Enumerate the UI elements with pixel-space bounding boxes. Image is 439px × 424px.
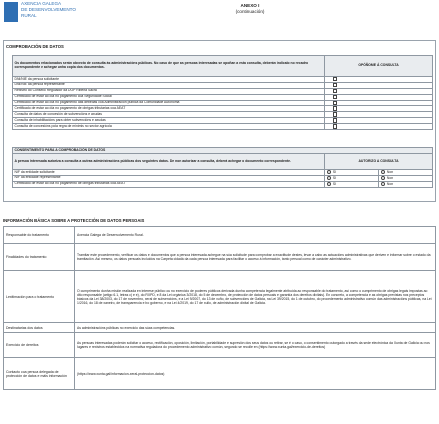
proteccion-value: As administracións públicas no exercicio das súas competencias.	[75, 323, 436, 333]
xunta-logo-icon	[4, 2, 18, 22]
consulta-item: Consulta de inhabilitacións para obter subvencións e axudas	[13, 118, 325, 124]
opposition-checkbox[interactable]	[333, 77, 337, 81]
consent-no-option[interactable]	[379, 181, 433, 187]
opposition-checkbox[interactable]	[333, 124, 337, 128]
consulta-item: Certificado de estar ao día no pagamento coa Seguridade Social	[13, 94, 325, 100]
opposition-checkbox[interactable]	[333, 95, 337, 99]
no-radio[interactable]	[381, 176, 385, 180]
opposition-checkbox[interactable]	[333, 101, 337, 105]
annex-heading	[220, 3, 280, 15]
proteccion-key: Exercicio de dereitos	[4, 333, 75, 358]
logo-line-2: DE DESENVOLVEMENTO	[21, 7, 76, 12]
proteccion-key: Finalidades do tratamento	[4, 244, 75, 271]
annex-subtitle: (continuación)	[235, 9, 265, 14]
proteccion-table	[3, 226, 436, 390]
consent-item: NIF da entidade representante	[13, 175, 325, 181]
opposition-checkbox[interactable]	[333, 118, 337, 122]
consentimento-title: CONSENTIMENTO PARA A COMPROBACIÓN DE DATOS	[13, 148, 433, 154]
consulta-item: Consulta de datos de concesión de subvencións e axudas	[13, 112, 325, 118]
consent-item: NIF da entidade solicitante	[13, 170, 325, 176]
no-label: Non	[386, 170, 394, 175]
no-label: Non	[386, 175, 394, 180]
proteccion-value: Tramitar este procedemento, verificar os datos e documentos que a persoa interesada achegue na súa solicitude para comprobar a exactitude destes, levar a cabo as actuacións administrativas que deriven e informar sobre o estado da tramitación. Así mesmo, os datos persoais incluídos na Carpeta cidadá da cada persoa interesada para facilitar o acceso á información, tanto persoal como de carácter administrativo.	[75, 244, 436, 271]
proteccion-value: O cumprimento dunha misión realizada en interese público ou no exercicio de poderes públicos derivada dunha competencia legalmente atribuída ao responsable do tratamento, así como o cumprimento de obrigas legais impostas ao dito responsable (artigo 6.1, letras c) e e), do RXPD, e 8 da Lei orgánica 3/2018, do 5 de decembro, de protección de datos persoais e garantía dos dereitos dixitais). En concreto, a competencia e as obrigas previstas nos preceptos básicos da Lei 38/2003, do 17 de novembro, xeral de subvencións, e a Lei 9/2007, do 13 de xuño, de subvencións de Galicia, na Lei 39/2015, do 1 de outubro, do procedemento administrativo común das administracións públicas, na Lei 1/2016, do 18 de xaneiro, de transparencia e bo goberno, e na Lei 4/2019, do 17 de xullo, de administración dixital de Galicia.	[75, 271, 436, 323]
consent-item: Certificado de estar ao día no pagamento de obrigas tributarias coa AEAT	[13, 181, 325, 187]
autorizo-header: AUTORIZO A CONSULTA	[325, 154, 433, 170]
no-radio[interactable]	[381, 170, 385, 174]
proteccion-key: Contacto coa persoa delegada de protección de datos e máis información	[4, 358, 75, 390]
no-radio[interactable]	[381, 182, 385, 186]
consulta-table	[12, 55, 433, 130]
no-label: Non	[386, 181, 394, 186]
consentimento-table	[12, 147, 433, 188]
opposition-checkbox[interactable]	[333, 112, 337, 116]
logo-line-3: RURAL	[21, 13, 37, 18]
consentimento-intro: A persoa interesada autoriza a consulta a outras administracións públicas dos seguintes datos. De non autorizar a consulta, deberá achegar o documento correspondente.	[13, 154, 325, 170]
proteccion-key: Responsable do tratamento	[4, 227, 75, 244]
yes-radio[interactable]	[327, 170, 331, 174]
consulta-item: DNI/NIE da persoa solicitante	[13, 77, 325, 83]
yes-label: SI	[332, 170, 337, 175]
yes-label: SI	[332, 175, 337, 180]
consulta-item: Rexistro do Consello Regulador da DOP Ribeira Sacra	[13, 88, 325, 94]
proteccion-value: Axencia Galega de Desenvolvemento Rural.	[75, 227, 436, 244]
annex-title: ANEXO I	[240, 3, 260, 8]
opposition-checkbox-cell[interactable]	[325, 124, 433, 130]
consulta-item: DNI/NIE da persoa representante	[13, 82, 325, 88]
oposicion-header: OPÓÑOME Á CONSULTA	[325, 56, 433, 77]
opposition-checkbox[interactable]	[333, 106, 337, 110]
logo-line-1: AXENCIA GALEGA	[21, 1, 62, 6]
consent-yes-option[interactable]	[325, 181, 379, 187]
yes-label: SI	[332, 181, 337, 186]
yes-radio[interactable]	[327, 182, 331, 186]
consulta-intro: Os documentos relacionados serán obxecto de consulta ás administracións públicas. No caso de que as persoas interesadas se opoñan a esta consulta, deberán indicalo no recadro correspondente e achegar unha copia dos documentos.	[13, 56, 325, 77]
yes-radio[interactable]	[327, 176, 331, 180]
consulta-item: Certificado de estar ao día no pagamento de obrigas tributarias coa AEAT	[13, 106, 325, 112]
proteccion-key: Destinatarias dos datos	[4, 323, 75, 333]
proteccion-link[interactable]: (https://www.xunta.gal/informacion-xeral-proteccion-datos)	[75, 358, 436, 390]
proteccion-key: Lexitimación para o tratamento	[4, 271, 75, 323]
proteccion-title: INFORMACIÓN BÁSICA SOBRE A PROTECCIÓN DE DATOS PERSOAIS	[3, 218, 145, 223]
opposition-checkbox[interactable]	[333, 89, 337, 93]
comprobacion-title: COMPROBACIÓN DE DATOS	[6, 44, 64, 49]
consulta-item: Consulta de concesións pola regra de minimis no sector agrícola	[13, 124, 325, 130]
opposition-checkbox[interactable]	[333, 83, 337, 87]
consulta-item: Certificado de estar ao día no pagamento das débedas coa Administración pública da Comunidade Autónoma	[13, 100, 325, 106]
proteccion-value: As persoas interesadas poderán solicitar o acceso, rectificación, oposición, limitación, portabilidade e supresión dos seus datos ou retirar, se é o caso, o consentimento outorgado a través da sede electrónica da Xunta de Galicia ou nos lugares e rexistros establecidos na normativa reguladora do procedemento administrativo común, segundo se recolle en (https://www.xunta.gal/exercicio-de-dereitos)	[75, 333, 436, 358]
